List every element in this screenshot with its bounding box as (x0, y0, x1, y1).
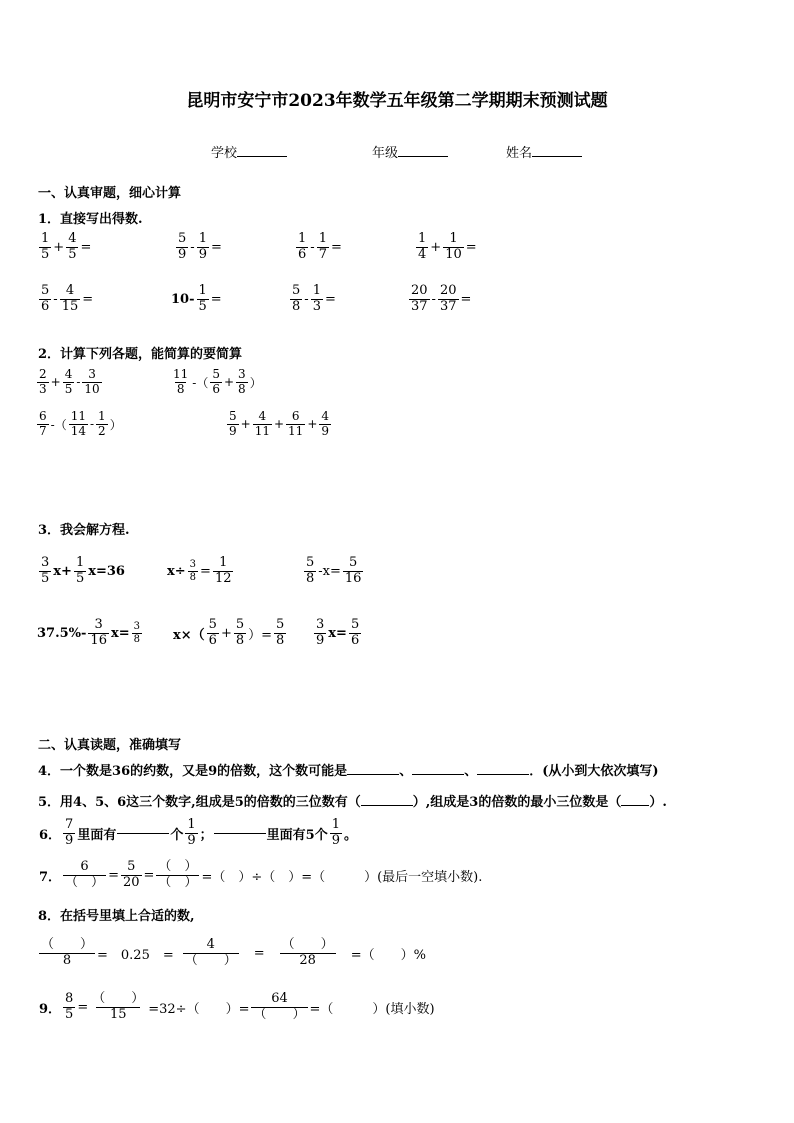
q1-item-6: 10- $\frac{1}{5}$ = (171, 283, 222, 314)
q4-blank-3[interactable] (477, 774, 529, 775)
page-title: 昆明市安宁市2023年数学五年级第二学期期末预测试题 (186, 91, 608, 111)
q6-blank-2[interactable] (214, 833, 266, 834)
q3-eq-2: x÷ $\frac{3}{8}$ = $\frac{1}{12}$ (167, 555, 232, 586)
school-label: 学校 (211, 146, 238, 161)
q2-expr-4: $\frac{5}{9}$ + $\frac{4}{11}$ + $\frac{6}{11}$ + $\frac{4}{9}$ (229, 409, 330, 438)
grade-label: 年级 (372, 146, 399, 161)
q3-eq-4: 37.5%- $\frac{3}{16}$ x= $\frac{3}{8}$ (37, 617, 140, 648)
q1-item-7: $\frac{5}{8}$ - $\frac{1}{3}$ = (292, 283, 336, 314)
q6-blank-1[interactable] (117, 833, 169, 834)
grade-blank[interactable] (398, 156, 448, 157)
q7: 7． $\frac{6}{( )}$ = $\frac{5}{20}$ = $\frac{( )}{( )}$ =（ ）÷（ ）=（ ）(最后一空填小数). (39, 859, 483, 890)
grade-field[interactable] (372, 142, 448, 161)
q2-expr-3: $\frac{6}{7}$ -（ $\frac{11}{14}$ - $\frac{1}{2}$ ） (39, 409, 122, 438)
q8-label: 8．在括号里填上合适的数, (38, 909, 195, 924)
q1-item-2: $\frac{5}{9}$ - $\frac{1}{9}$ = (178, 231, 222, 262)
name-blank[interactable] (532, 156, 582, 157)
q5-blank-1[interactable] (361, 805, 413, 806)
q3-eq-3: $\frac{5}{8}$ -x= $\frac{5}{16}$ (306, 555, 362, 586)
q2-expr-2: $\frac{11}{8}$ -（ $\frac{5}{6}$ + $\frac{3}{8}$ ） (173, 367, 262, 396)
q5: 5．用4、5、6这三个数字,组成是5的倍数的三位数有（ ）,组成是3的倍数的最小三位数是（ ）. (38, 795, 667, 810)
school-blank[interactable] (237, 156, 287, 157)
q3-eq-6: $\frac{3}{9}$ x= $\frac{5}{6}$ (316, 617, 360, 648)
q3-eq-5: x×（ $\frac{5}{6}$ + $\frac{5}{8}$ ）= $\frac{5}{8}$ (173, 617, 285, 648)
q1-item-1: $\frac{1}{5}$ + $\frac{4}{5}$ = (41, 231, 92, 262)
q4-blank-2[interactable] (412, 774, 464, 775)
name-label: 姓名 (506, 146, 533, 161)
q1-item-5: $\frac{5}{6}$ - $\frac{4}{15}$ = (41, 283, 94, 314)
q1-item-3: $\frac{1}{6}$ - $\frac{1}{7}$ = (298, 231, 342, 262)
q3-label: 3．我会解方程. (38, 523, 130, 538)
q2-label: 2．计算下列各题，能简算的要简算 (38, 347, 243, 362)
q1-label: 1．直接写出得数. (38, 212, 143, 227)
q1-item-4: $\frac{1}{4}$ + $\frac{1}{10}$ = (418, 231, 477, 262)
q4: 4．一个数是36的约数，又是9的倍数，这个数可能是 、 、 ．(从小到大依次填写) (38, 764, 659, 779)
section2-heading: 二、认真读题，准确填写 (38, 738, 182, 753)
q2-expr-1: $\frac{2}{3}$ + $\frac{4}{5}$ - $\frac{3}{10}$ (39, 367, 100, 396)
q5-blank-2[interactable] (621, 805, 649, 806)
q1-item-8: $\frac{20}{37}$ - $\frac{20}{37}$ = (411, 283, 472, 314)
q4-blank-1[interactable] (347, 774, 399, 775)
q6: 6． $\frac{7}{9}$ 里面有 个 $\frac{1}{9}$ ； 里面有5个 $\frac{1}{9}$ 。 (39, 817, 357, 848)
section1-heading: 一、认真审题，细心计算 (38, 186, 182, 201)
name-field[interactable] (506, 142, 582, 161)
school-field[interactable] (211, 142, 287, 161)
q9: 9． $\frac{8}{5}$ = $\frac{( )}{15}$ =32÷（ ）= $\frac{64}{( )}$ =（ ）(填小数) (39, 991, 435, 1022)
q3-eq-1: $\frac{3}{5}$ x+ $\frac{1}{5}$ x=36 (41, 555, 125, 586)
q8-chain: $\frac{( )}{8}$ = 0.25 = $\frac{4}{( )}$ = $\frac{( )}{28}$ =（ ）% (41, 937, 426, 968)
